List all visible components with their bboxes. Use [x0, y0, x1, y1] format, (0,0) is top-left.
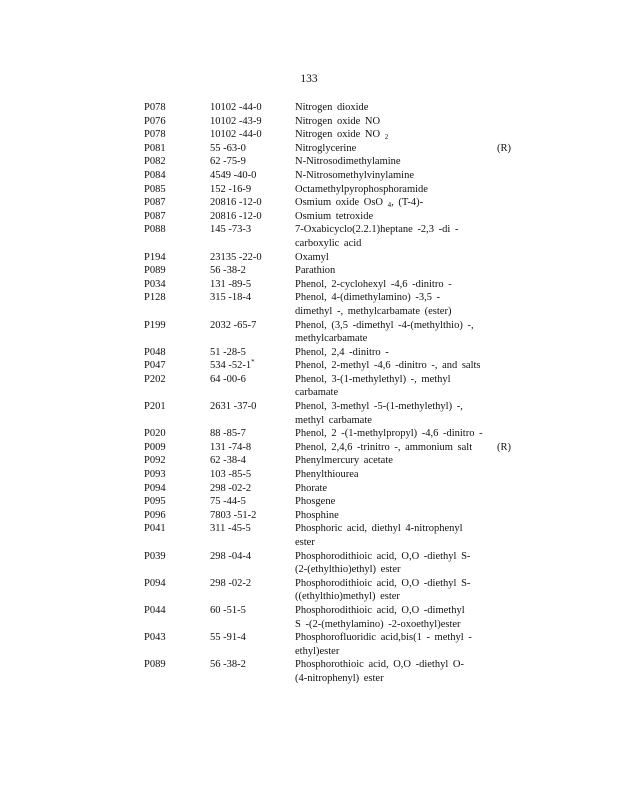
waste-code: P089 — [144, 659, 166, 671]
cas-number-text: 20816 -12-0 — [210, 210, 262, 222]
cas-number-text: 298 -02-2 — [210, 577, 252, 589]
substance-name-line: methyl carbamate — [295, 414, 372, 426]
substance-name — [295, 522, 487, 549]
waste-code: P082 — [144, 156, 166, 168]
substance-name-line: Nitrogen dioxide — [295, 102, 369, 113]
substance-name — [295, 550, 487, 577]
cas-number — [210, 291, 290, 305]
substance-name — [295, 454, 487, 468]
cas-number — [210, 210, 290, 224]
cas-number — [210, 550, 290, 564]
cas-number-text: 20816 -12-0 — [210, 197, 262, 209]
substance-name — [295, 278, 487, 292]
list-item — [144, 482, 524, 496]
cas-number — [210, 400, 290, 414]
substance-name-line: ester — [295, 537, 315, 548]
list-item — [144, 495, 524, 509]
waste-code: P078 — [144, 102, 166, 113]
cas-number — [210, 169, 290, 183]
list-item — [144, 427, 524, 441]
list-item — [144, 169, 524, 183]
list-item — [144, 359, 524, 373]
cas-number-text: 62 -75-9 — [210, 156, 246, 168]
cas-number — [210, 359, 290, 373]
waste-code: P043 — [144, 632, 166, 644]
substance-name — [295, 482, 487, 496]
cas-number-text: 75 -44-5 — [210, 496, 246, 508]
substance-name-line: Phosphorofluoridic acid,bis(1 - methyl - — [295, 632, 472, 644]
list-item — [144, 155, 524, 169]
cas-number — [210, 183, 290, 197]
substance-name-line: ethyl)ester — [295, 645, 340, 657]
substance-name-line: N-Nitrosodimethylamine — [295, 156, 401, 168]
cas-number-text: 311 -45-5 — [210, 523, 251, 535]
list-item — [144, 115, 524, 129]
substance-name — [295, 631, 487, 658]
cas-number-text: 2032 -65-7 — [210, 319, 257, 331]
waste-code: P087 — [144, 210, 166, 222]
substance-name-line: Octamethylpyrophosphoramide — [295, 183, 428, 195]
waste-code: P078 — [144, 129, 166, 141]
waste-code: P047 — [144, 360, 166, 372]
cas-number-text: 298 -04-4 — [210, 550, 252, 562]
waste-code: P094 — [144, 577, 166, 589]
cas-number — [210, 251, 290, 265]
waste-code: P084 — [144, 169, 166, 181]
waste-code: P087 — [144, 197, 166, 209]
substance-name-line: Phenol, 2,4,6 -trinitro -, ammonium salt — [295, 441, 473, 453]
substance-name-line: Osmium tetroxide — [295, 210, 374, 222]
cas-number-text: 55 -91-4 — [210, 632, 246, 644]
substance-name-line: Phosphorodithioic acid, O,O -dimethyl — [295, 604, 465, 616]
substance-name — [295, 196, 487, 210]
cas-number — [210, 631, 290, 645]
list-item — [144, 509, 524, 523]
list-item — [144, 101, 524, 115]
waste-code: P088 — [144, 224, 166, 236]
cas-number-text: 60 -51-5 — [210, 604, 246, 616]
waste-code: P009 — [144, 441, 166, 453]
substance-name — [295, 509, 487, 523]
waste-code: P041 — [144, 523, 166, 535]
substance-name-line: Phenylmercury acetate — [295, 455, 393, 467]
substance-name — [295, 291, 487, 318]
substance-name — [295, 441, 487, 455]
waste-code: P048 — [144, 346, 166, 358]
cas-number-text: 88 -85-7 — [210, 428, 246, 440]
substance-name-line: Phenol, (3,5 -dimethyl -4-(methylthio) -, — [295, 319, 474, 331]
waste-code: P202 — [144, 373, 166, 385]
cas-number — [210, 128, 290, 142]
substance-name-line: methylcarbamate — [295, 333, 368, 345]
substance-name — [295, 210, 487, 224]
cas-number-text: 56 -38-2 — [210, 265, 246, 277]
substance-name-line: Phenol, 2 -(1-methylpropyl) -4,6 -dinitro - — [295, 428, 483, 440]
substance-name — [295, 169, 487, 183]
substance-name-line: Nitroglycerine — [295, 142, 357, 154]
substance-name-line: Phosphorodithioic acid, O,O -diethyl S- — [295, 550, 471, 562]
list-item — [144, 223, 524, 250]
substance-name-line: Phenol, 2-methyl -4,6 -dinitro -, and salts — [295, 360, 481, 372]
substance-name — [295, 101, 487, 115]
cas-number — [210, 196, 290, 210]
cas-number — [210, 441, 290, 455]
substance-name-line: Phenol, 3-methyl -5-(1-methylethyl) -, — [295, 401, 463, 413]
cas-number-text: 62 -38-4 — [210, 455, 246, 467]
list-item — [144, 468, 524, 482]
list-item — [144, 210, 524, 224]
cas-number — [210, 604, 290, 618]
list-item — [144, 400, 524, 427]
substance-name-line: Phenol, 2,4 -dinitro - — [295, 346, 389, 358]
substance-name-line: Phorate — [295, 482, 328, 494]
waste-code: P093 — [144, 469, 166, 481]
waste-code: P199 — [144, 319, 166, 331]
cas-number — [210, 346, 290, 360]
cas-number — [210, 155, 290, 169]
list-item — [144, 441, 524, 455]
cas-footnote-mark: * — [251, 358, 255, 367]
list-item — [144, 577, 524, 604]
substance-name — [295, 577, 487, 604]
cas-number-text: 145 -73-3 — [210, 224, 252, 236]
cas-number — [210, 577, 290, 591]
substance-name-line: ((ethylthio)methyl) ester — [295, 591, 400, 603]
cas-number — [210, 468, 290, 482]
waste-code: P034 — [144, 278, 166, 290]
waste-code: P094 — [144, 482, 166, 494]
substance-name — [295, 400, 487, 427]
waste-code: P128 — [144, 292, 166, 304]
substance-name — [295, 604, 487, 631]
substance-name — [295, 183, 487, 197]
substance-name-line: (2-(ethylthio)ethyl) ester — [295, 564, 401, 576]
cas-number-text: 56 -38-2 — [210, 659, 246, 671]
reactivity-flag: (R) — [497, 142, 511, 154]
list-item — [144, 373, 524, 400]
cas-number — [210, 427, 290, 441]
substance-name-line: Phenol, 4-(dimethylamino) -3,5 - — [295, 292, 441, 304]
cas-number — [210, 319, 290, 333]
list-item — [144, 631, 524, 658]
cas-number-text: 2631 -37-0 — [210, 401, 257, 413]
substance-name-line: Phenol, 2-cyclohexyl -4,6 -dinitro - — [295, 278, 452, 290]
waste-code: P095 — [144, 496, 166, 508]
substance-name — [295, 142, 487, 156]
waste-code: P076 — [144, 115, 166, 127]
substance-name — [295, 115, 487, 129]
list-item — [144, 183, 524, 197]
substance-name — [295, 264, 487, 278]
substance-name — [295, 359, 487, 373]
cas-number-text: 4549 -40-0 — [210, 169, 257, 181]
substance-name — [295, 128, 487, 142]
cas-number-text: 23135 -22-0 — [210, 251, 262, 263]
substance-name-line: (4-nitrophenyl) ester — [295, 672, 384, 684]
substance-name — [295, 468, 487, 482]
substance-name-line: Phosphoric acid, diethyl 4-nitrophenyl — [295, 523, 463, 535]
substance-name-line: Phosgene — [295, 496, 336, 508]
list-item — [144, 264, 524, 278]
cas-number — [210, 223, 290, 237]
substance-name-line: 7-Oxabicyclo(2.2.1)heptane -2,3 -di - — [295, 224, 459, 236]
substance-name-line: S -(2-(methylamino) -2-oxoethyl)ester — [295, 618, 461, 630]
list-item — [144, 550, 524, 577]
list-item — [144, 319, 524, 346]
cas-number-text: 152 -16-9 — [210, 183, 252, 195]
substance-name-line: Oxamyl — [295, 251, 329, 263]
substance-name — [295, 155, 487, 169]
cas-number — [210, 495, 290, 509]
list-item — [144, 251, 524, 265]
substance-name-line: Parathion — [295, 265, 336, 277]
substance-name-line: Phenylthiourea — [295, 469, 359, 481]
substance-name-line: Phosphine — [295, 509, 339, 521]
waste-code: P201 — [144, 401, 166, 413]
substance-name — [295, 427, 487, 441]
substance-name — [295, 251, 487, 265]
substance-name — [295, 373, 487, 400]
hazardous-waste-list — [144, 101, 524, 686]
substance-name — [295, 658, 487, 685]
list-item — [144, 278, 524, 292]
cas-number — [210, 373, 290, 387]
cas-number — [210, 115, 290, 129]
substance-name-line: N-Nitrosomethylvinylamine — [295, 169, 414, 181]
waste-code: P020 — [144, 428, 166, 440]
list-item — [144, 658, 524, 685]
reactivity-flag: (R) — [497, 441, 511, 453]
list-item — [144, 604, 524, 631]
waste-code: P092 — [144, 455, 166, 467]
cas-number-text: 131 -89-5 — [210, 278, 252, 290]
cas-number — [210, 454, 290, 468]
cas-number-text: 103 -85-5 — [210, 469, 252, 481]
cas-number-text: 315 -18-4 — [210, 292, 252, 304]
list-item — [144, 291, 524, 318]
waste-code: P081 — [144, 142, 166, 154]
cas-number-text: 131 -74-8 — [210, 441, 252, 453]
waste-code: P096 — [144, 509, 166, 521]
substance-name — [295, 319, 487, 346]
cas-number-text: 64 -00-6 — [210, 373, 246, 385]
list-item — [144, 346, 524, 360]
list-item — [144, 128, 524, 142]
list-item — [144, 142, 524, 156]
substance-name-line: dimethyl -, methylcarbamate (ester) — [295, 305, 452, 317]
page-number: 133 — [300, 73, 318, 85]
cas-number-text: 55 -63-0 — [210, 142, 246, 154]
waste-code: P089 — [144, 265, 166, 277]
cas-number-text: 10102 -44-0 — [210, 102, 262, 113]
cas-number — [210, 278, 290, 292]
cas-number — [210, 142, 290, 156]
cas-number — [210, 522, 290, 536]
waste-code: P039 — [144, 550, 166, 562]
cas-number-text: 534 -52-1 — [210, 360, 252, 372]
substance-name — [295, 495, 487, 509]
cas-number-text: 10102 -44-0 — [210, 129, 262, 141]
list-item — [144, 522, 524, 549]
substance-name-line: Phenol, 3-(1-methylethyl) -, methyl — [295, 373, 451, 385]
cas-number-text: 10102 -43-9 — [210, 115, 262, 127]
substance-name-line: carbamate — [295, 387, 339, 399]
cas-number-text: 7803 -51-2 — [210, 509, 257, 521]
waste-code: P194 — [144, 251, 166, 263]
cas-number-text: 298 -02-2 — [210, 482, 252, 494]
waste-code: P085 — [144, 183, 166, 195]
substance-name-line: Phosphorothioic acid, O,O -diethyl O- — [295, 659, 464, 671]
waste-code: P044 — [144, 604, 166, 616]
list-item — [144, 454, 524, 468]
substance-name-line: Nitrogen oxide NO — [295, 115, 381, 127]
substance-name-line: Nitrogen oxide NO $_2$ — [295, 129, 389, 142]
cas-number-text: 51 -28-5 — [210, 346, 246, 358]
cas-number — [210, 509, 290, 523]
substance-name-line: Phosphorodithioic acid, O,O -diethyl S- — [295, 577, 471, 589]
cas-number — [210, 264, 290, 278]
cas-number — [210, 482, 290, 496]
substance-name — [295, 223, 487, 250]
substance-name-line: Osmium oxide OsO $_4$, (T-4)- — [295, 197, 424, 210]
list-item — [144, 196, 524, 210]
cas-number — [210, 101, 290, 115]
substance-name — [295, 346, 487, 360]
cas-number — [210, 658, 290, 672]
substance-name-line: carboxylic acid — [295, 237, 362, 249]
